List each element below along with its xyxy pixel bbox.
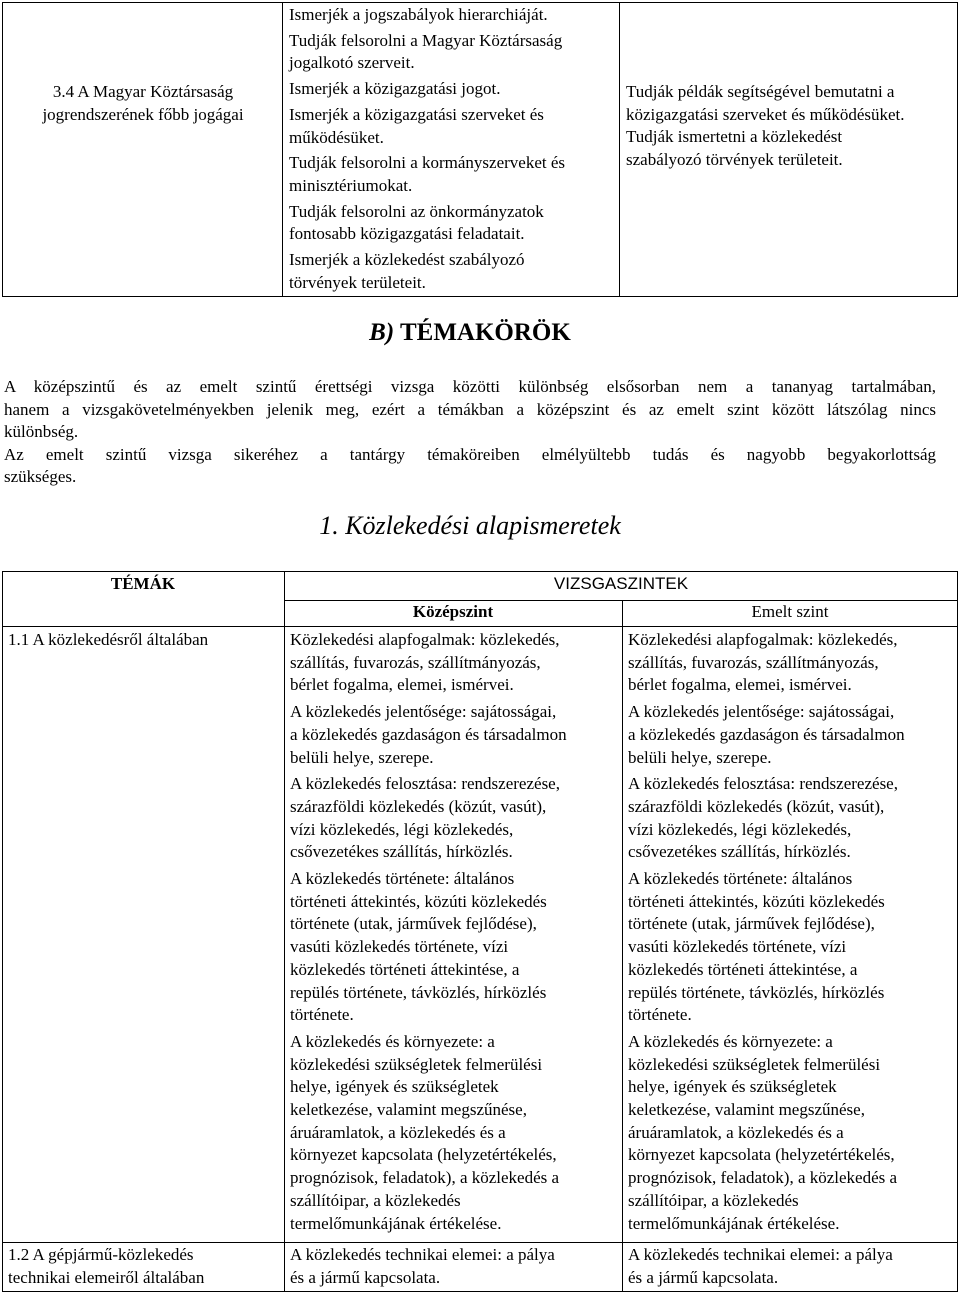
requirement-line: működésüket. bbox=[289, 127, 384, 147]
requirement-line: törvények területeit. bbox=[289, 272, 426, 292]
main-table-border-left bbox=[2, 571, 3, 1292]
requirement-line: jogalkotó szerveit. bbox=[289, 53, 415, 73]
requirement-line: belüli helye, szerepe. bbox=[290, 747, 434, 767]
requirement-line: szállítóipar, a közlekedés bbox=[290, 1190, 461, 1210]
requirement-line: közlekedés történeti áttekintése, a bbox=[628, 959, 858, 979]
requirement-line: csővezetékes szállítás, hírközlés. bbox=[290, 842, 513, 862]
requirement-line: szállítás, fuvarozás, szállítmányozás, bbox=[628, 652, 879, 672]
top-topic-cell bbox=[8, 81, 278, 126]
requirement-line: prognózisok, feladatok), a közlekedés a bbox=[628, 1168, 898, 1188]
requirement-line: közigazgatási szerveket és működésüket. bbox=[626, 104, 905, 124]
requirement-line: vasúti közlekedés története, vízi bbox=[628, 937, 847, 957]
top-table-border-top bbox=[2, 2, 958, 3]
topic-line: technikai elemeiről általában bbox=[8, 1267, 205, 1287]
requirement-line: Tudják ismertetni a közlekedést bbox=[626, 127, 843, 147]
topic-line: 3.4 A Magyar Köztársaság bbox=[52, 82, 234, 101]
requirement-line: áruáramlatok, a közlekedés és a bbox=[290, 1122, 506, 1142]
row-1-topic bbox=[8, 629, 282, 652]
requirement-line: környezet kapcsolata (helyzetértékelés, bbox=[290, 1145, 557, 1165]
requirement-line: vízi közlekedés, légi közlekedés, bbox=[628, 819, 852, 839]
requirement-line: Ismerjék a közlekedést szabályozó bbox=[289, 250, 525, 270]
row-2-adv bbox=[628, 1244, 956, 1289]
main-table-row-divider bbox=[2, 1242, 958, 1243]
intro-line: különbség. bbox=[4, 422, 79, 441]
requirement-line: bérlet fogalma, elemei, ismérvei. bbox=[290, 675, 514, 695]
requirement-line: történeti áttekintés, közúti közlekedés bbox=[628, 891, 885, 911]
requirement-line: szárazföldi közlekedés (közút, vasút), bbox=[628, 796, 885, 816]
header-adv-level: Emelt szint bbox=[751, 602, 829, 621]
requirement-line: A közlekedés és környezete: a bbox=[628, 1031, 833, 1051]
main-table-border-bottom bbox=[2, 1291, 958, 1292]
intro-line: A középszintű és az emelt szintű érettségi vizsga közötti különbség elsősorban nem a tananyag tartalmában, bbox=[4, 377, 936, 396]
requirement-line: közlekedés történeti áttekintése, a bbox=[290, 959, 520, 979]
requirement-line: története. bbox=[290, 1005, 354, 1025]
requirement-line: történeti áttekintés, közúti közlekedés bbox=[290, 891, 547, 911]
requirement-line: minisztériumokat. bbox=[289, 175, 413, 195]
requirement-line: vízi közlekedés, légi közlekedés, bbox=[290, 819, 514, 839]
top-table-border-bottom bbox=[2, 296, 958, 297]
requirement-line: Tudják felsorolni az önkormányzatok bbox=[289, 201, 544, 221]
requirement-line: Közlekedési alapfogalmak: közlekedés, bbox=[290, 630, 560, 649]
header-topics: TÉMÁK bbox=[110, 574, 176, 593]
requirement-line: prognózisok, feladatok), a közlekedés a bbox=[290, 1168, 560, 1188]
main-table-border-right bbox=[957, 571, 958, 1292]
requirement-line: Tudják felsorolni a kormányszerveket és bbox=[289, 153, 566, 173]
row-2-mid bbox=[290, 1244, 620, 1289]
requirement-line: környezet kapcsolata (helyzetértékelés, bbox=[628, 1145, 895, 1165]
main-table-divider-2 bbox=[622, 600, 623, 1292]
section-b-title: TÉMAKÖRÖK bbox=[399, 319, 571, 346]
topic-line: jogrendszerének főbb jogágai bbox=[42, 104, 244, 124]
requirement-line: Ismerjék a közigazgatási jogot. bbox=[289, 79, 501, 99]
requirement-line: közlekedési szükségletek felmerülési bbox=[628, 1054, 881, 1074]
requirement-line: A közlekedés felosztása: rendszerezése, bbox=[628, 774, 898, 794]
requirement-line: szállítóipar, a közlekedés bbox=[628, 1190, 799, 1210]
section-1-title: 1. Közlekedési alapismeretek bbox=[319, 511, 621, 540]
intro-line: Az emelt szintű vizsga sikeréhez a tantárgy témaköreiben elmélyültebb tudás és nagyobb begyakorlottság bbox=[4, 444, 936, 464]
topic-line: 1.2 A gépjármű-közlekedés bbox=[8, 1245, 194, 1264]
top-table-divider-2 bbox=[619, 2, 620, 297]
requirement-line: Tudják példák segítségével bemutatni a bbox=[626, 82, 895, 101]
requirement-line: Ismerjék a jogszabályok hierarchiáját. bbox=[289, 5, 548, 24]
row-1-mid bbox=[290, 629, 620, 1235]
requirement-line: repülés története, távközlés, hírközlés bbox=[628, 982, 885, 1002]
requirement-line: áruáramlatok, a közlekedés és a bbox=[628, 1122, 844, 1142]
intro-text bbox=[4, 376, 936, 489]
header-levels: VIZSGASZINTEK bbox=[553, 574, 689, 593]
requirement-line: A közlekedés technikai elemei: a pálya bbox=[628, 1245, 893, 1264]
section-b-heading bbox=[0, 319, 940, 346]
requirement-line: helye, igények és szükségletek bbox=[628, 1077, 837, 1097]
requirement-line: és a jármű kapcsolata. bbox=[628, 1267, 779, 1287]
main-table-header-bottom bbox=[2, 626, 958, 627]
requirement-line: keletkezése, valamint megszűnése, bbox=[290, 1100, 527, 1120]
requirement-line: keletkezése, valamint megszűnése, bbox=[628, 1100, 865, 1120]
requirement-line: és a jármű kapcsolata. bbox=[290, 1267, 441, 1287]
section-b-label: B) bbox=[369, 319, 395, 346]
header-mid-level: Középszint bbox=[412, 602, 494, 621]
row-2-topic bbox=[8, 1244, 282, 1289]
intro-line: hanem a vizsgakövetelményekben jelenik meg, ezért a témákban a középszint és az emelt szint között látszólag nincs bbox=[4, 399, 936, 419]
requirement-line: Ismerjék a közigazgatási szerveket és bbox=[289, 104, 544, 124]
requirement-line: fontosabb közigazgatási feladatait. bbox=[289, 224, 525, 244]
main-table-divider-1 bbox=[284, 571, 285, 1292]
top-table-divider-1 bbox=[282, 2, 283, 297]
requirement-line: története. bbox=[628, 1005, 692, 1025]
intro-line: szükséges. bbox=[4, 467, 77, 486]
top-table-border-right bbox=[957, 2, 958, 297]
requirement-line: repülés története, távközlés, hírközlés bbox=[290, 982, 547, 1002]
topic-line: 1.1 A közlekedésről általában bbox=[8, 630, 209, 649]
requirement-line: szárazföldi közlekedés (közút, vasút), bbox=[290, 796, 547, 816]
main-table-border-top bbox=[2, 571, 958, 572]
requirement-line: közlekedési szükségletek felmerülési bbox=[290, 1054, 543, 1074]
requirement-line: bérlet fogalma, elemei, ismérvei. bbox=[628, 675, 852, 695]
requirement-line: Közlekedési alapfogalmak: közlekedés, bbox=[628, 630, 898, 649]
requirement-line: szállítás, fuvarozás, szállítmányozás, bbox=[290, 652, 541, 672]
requirement-line: története (utak, járművek fejlődése), bbox=[628, 914, 875, 934]
requirement-line: A közlekedés története: általános bbox=[628, 869, 853, 889]
requirement-line: szabályozó törvények területeit. bbox=[626, 150, 843, 170]
requirement-line: termelőmunkájának értékelése. bbox=[290, 1213, 502, 1233]
top-table-border-left bbox=[2, 2, 3, 297]
requirement-line: története (utak, járművek fejlődése), bbox=[290, 914, 537, 934]
requirement-line: A közlekedés felosztása: rendszerezése, bbox=[290, 774, 560, 794]
requirement-line: helye, igények és szükségletek bbox=[290, 1077, 499, 1097]
requirement-line: A közlekedés jelentősége: sajátosságai, bbox=[628, 702, 895, 722]
requirement-line: termelőmunkájának értékelése. bbox=[628, 1213, 840, 1233]
requirement-line: A közlekedés története: általános bbox=[290, 869, 515, 889]
requirement-line: A közlekedés technikai elemei: a pálya bbox=[290, 1245, 555, 1264]
requirement-line: belüli helye, szerepe. bbox=[628, 747, 772, 767]
requirement-line: A közlekedés és környezete: a bbox=[290, 1031, 495, 1051]
top-mid-cell bbox=[289, 4, 617, 294]
requirement-line: A közlekedés jelentősége: sajátosságai, bbox=[290, 702, 557, 722]
top-right-cell bbox=[626, 81, 954, 172]
requirement-line: a közlekedés gazdaságon és társadalmon bbox=[290, 724, 567, 744]
requirement-line: csővezetékes szállítás, hírközlés. bbox=[628, 842, 851, 862]
requirement-line: a közlekedés gazdaságon és társadalmon bbox=[628, 724, 905, 744]
requirement-line: vasúti közlekedés története, vízi bbox=[290, 937, 509, 957]
row-1-adv bbox=[628, 629, 956, 1235]
requirement-line: Tudják felsorolni a Magyar Köztársaság bbox=[289, 30, 563, 50]
